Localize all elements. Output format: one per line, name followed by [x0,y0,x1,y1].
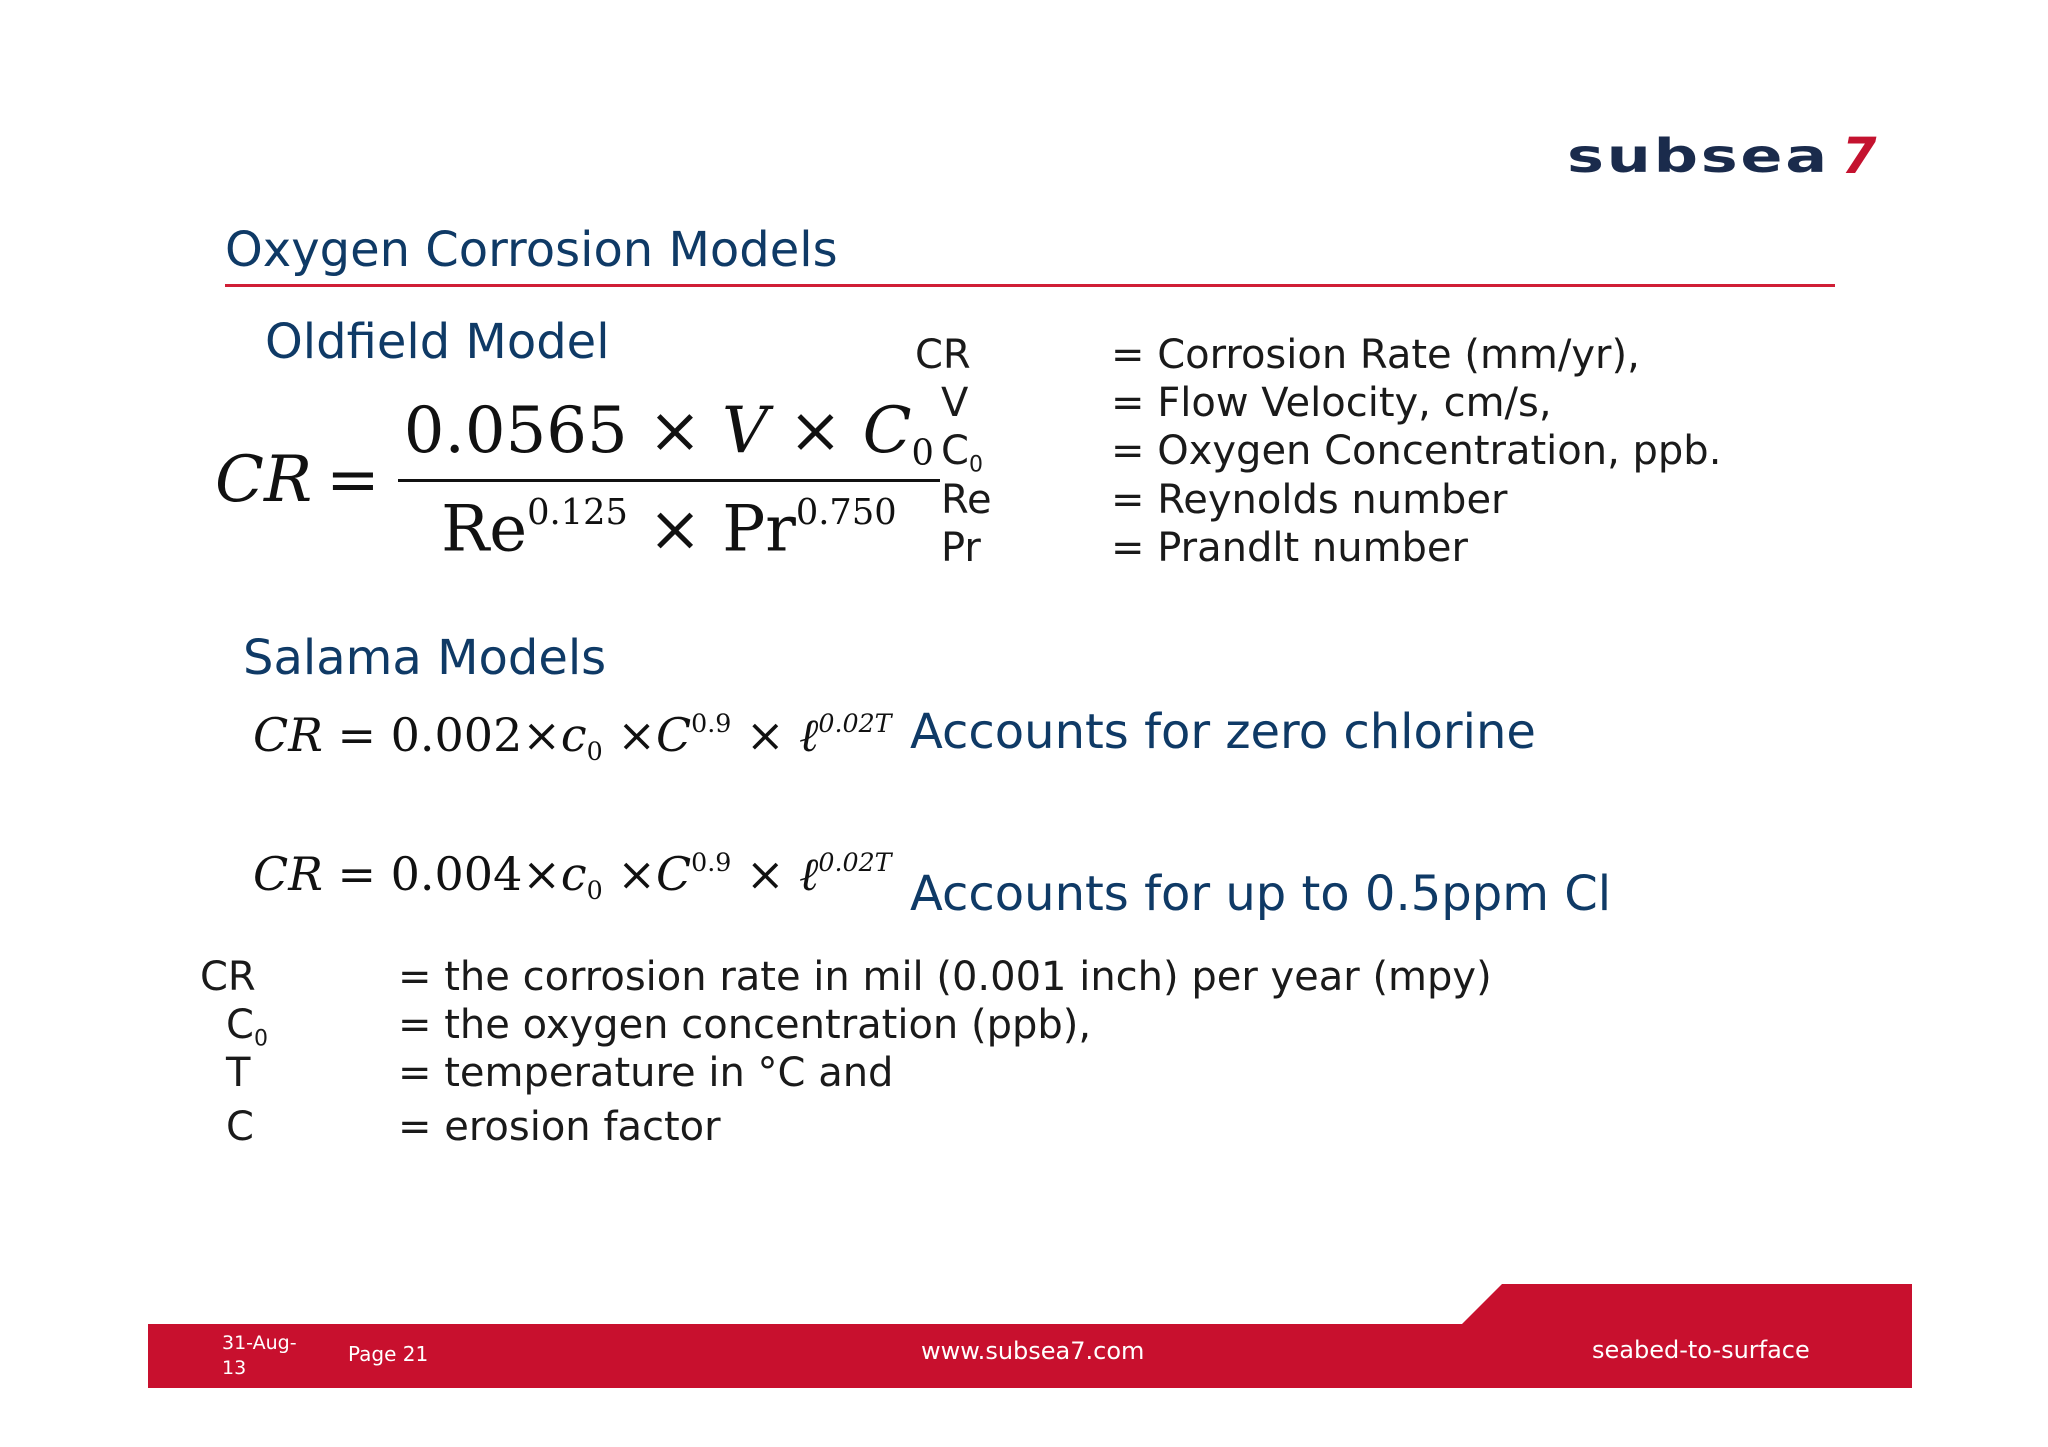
formula-lhs: CR [215,443,313,517]
formula-equals: = [337,708,377,762]
formula-equals: = [326,443,380,517]
exponential-exponent: 0.02T [818,848,892,878]
exponential-symbol: ℓ [799,708,819,762]
salama-note-1: Accounts for zero chlorine [910,704,1536,760]
oldfield-formula [215,395,940,565]
num-coefficient: 0.0565 [403,393,628,468]
concentration-symbol: C [862,393,912,468]
definition-text: = Corrosion Rate (mm/yr), [1111,332,1640,378]
definition-text: = the oxygen concentration (ppb), [398,1002,1092,1048]
oxygen-symbol: c [560,708,587,762]
footer-tagline: seabed-to-surface [1592,1336,1810,1364]
formula-coefficient: 0.004 [390,847,523,901]
formula-denominator [435,482,903,566]
definition-symbol: Pr [941,525,981,571]
oxygen-symbol: c [560,847,587,901]
page-title: Oxygen Corrosion Models [225,222,838,278]
salama-note-2: Accounts for up to 0.5ppm Cl [910,866,1612,922]
times-symbol: × [522,708,561,762]
definition-symbol: V [941,380,969,426]
footer-date-line-2: 13 [222,1357,247,1379]
logo-wordmark: subsea [1567,129,1830,183]
subsea7-logo [1567,126,1876,186]
erosion-exponent: 0.9 [691,709,732,739]
formula-lhs: CR [253,847,323,901]
erosion-symbol: C [655,847,692,901]
exponential-symbol: ℓ [799,847,819,901]
definition-text: = Prandlt number [1111,525,1468,571]
times-symbol: × [522,847,561,901]
definition-text: = Flow Velocity, cm/s, [1111,380,1552,426]
definition-subscript: 0 [253,1026,268,1052]
times-symbol: × [617,708,656,762]
definition-text: = the corrosion rate in mil (0.001 inch) per year (mpy) [398,954,1492,1000]
times-symbol: × [746,847,785,901]
oldfield-definitions [915,332,1735,582]
salama-heading: Salama Models [243,630,607,686]
erosion-symbol: C [655,708,692,762]
footer-page-number: Page 21 [348,1342,429,1366]
definition-text: = erosion factor [398,1104,721,1150]
formula-equals: = [337,847,377,901]
salama-definitions [200,954,1600,1154]
oxygen-subscript: 0 [586,875,603,905]
formula-numerator [398,394,940,479]
formula-coefficient: 0.002 [390,708,523,762]
footer-url[interactable]: www.subsea7.com [921,1337,1145,1365]
formula-fraction [398,394,940,567]
times-symbol: × [648,492,702,567]
title-divider [225,284,1835,287]
times-symbol: × [617,847,656,901]
reynolds-symbol: Re [441,492,528,567]
logo-seven: 7 [1841,127,1877,185]
oldfield-heading: Oldfield Model [265,314,610,370]
definition-symbol: CR [200,954,256,1000]
definition-text: = Reynolds number [1111,477,1508,523]
definition-text: = temperature in °C and [398,1050,894,1096]
salama-formula-2 [253,847,892,905]
exponential-exponent: 0.02T [818,709,892,739]
footer-date [222,1331,297,1381]
prandtl-symbol: Pr [722,492,796,567]
times-symbol: × [648,393,702,468]
footer-date-line-1: 31-Aug- [222,1332,297,1354]
definition-subscript: 0 [968,452,983,478]
velocity-symbol: V [722,393,769,468]
definition-symbol: C [226,1002,254,1048]
concentration-subscript: 0 [911,431,934,473]
prandtl-exponent: 0.750 [795,491,897,533]
times-symbol: × [788,393,843,468]
reynolds-exponent: 0.125 [527,491,628,533]
definition-symbol: Re [941,477,992,523]
definition-text: = Oxygen Concentration, ppb. [1111,428,1722,474]
definition-symbol: CR [915,332,971,378]
definition-symbol: C [941,428,969,474]
footer-tab [1460,1284,1912,1326]
oxygen-subscript: 0 [586,736,603,766]
times-symbol: × [746,708,785,762]
erosion-exponent: 0.9 [691,848,732,878]
definition-symbol: C [226,1104,254,1150]
salama-formula-1 [253,708,892,766]
definition-symbol: T [226,1050,251,1096]
formula-lhs: CR [253,708,323,762]
